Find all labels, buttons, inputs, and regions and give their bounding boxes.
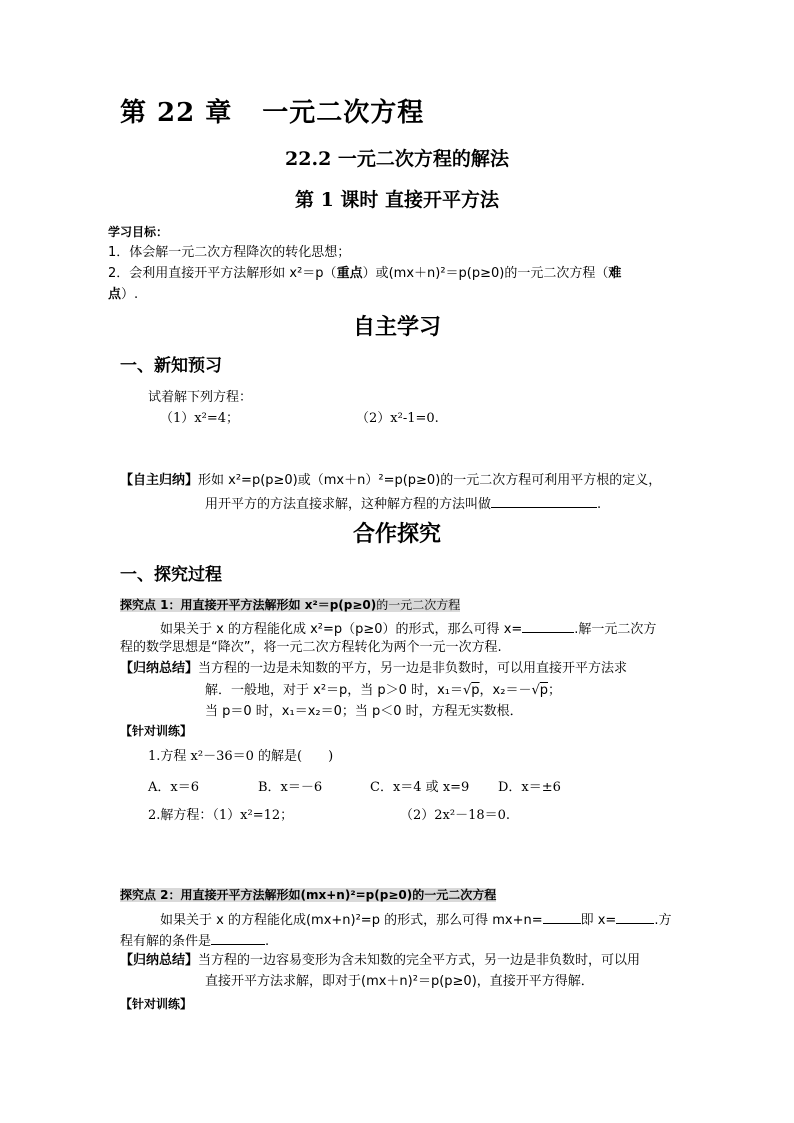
answer-blank[interactable]	[522, 620, 574, 633]
explore-point-2-line2: 程有解的条件是 .	[120, 934, 270, 949]
summary-1-line2: 解．一般地，对于 x²＝p，当 p＞0 时，x₁＝√p，x₂＝－√p；	[205, 683, 562, 698]
answer-blank[interactable]	[543, 911, 581, 924]
explore-point-1-label: 探究点 1：用直接开平方法解形如 x²＝p(p≥0)的一元二次方程	[120, 598, 461, 612]
chapter-title: 一元二次方程	[262, 98, 425, 128]
question-2a: 2.解方程：（1）x²=12；	[148, 808, 294, 823]
answer-blank[interactable]	[491, 495, 597, 508]
choice-d: D．x＝±6	[498, 780, 561, 795]
choice-c: C．x＝4 或 x=9	[370, 780, 470, 795]
self-summary-cont: 用开平方的方法直接求解，这种解方程的方法叫做 .	[205, 497, 602, 512]
objectives-title: 学习目标：	[108, 225, 169, 239]
objective-2: 2．会利用直接开平方法解形如 x²＝p（重点）或(mx＋n)²＝p(p≥0)的一元二次方程（难	[108, 266, 622, 281]
self-study-heading: 自主学习	[352, 315, 441, 340]
summary-1: 【归纳总结】当方程的一边是未知数的平方，另一边是非负数时，可以用直接开平方法求	[120, 661, 628, 676]
explore-point-1-line1: 如果关于 x 的方程能化成 x²=p（p≥0）的形式，那么可得 x= .解一元二次方	[160, 622, 657, 637]
training-1-label: 【针对训练】	[120, 724, 193, 738]
chapter-heading	[120, 98, 424, 129]
answer-blank[interactable]	[211, 932, 265, 945]
training-2-label: 【针对训练】	[120, 997, 193, 1011]
question-2b: （2）2x²－18＝0.	[400, 808, 511, 823]
equation-2: （2）x²-1=0.	[356, 411, 439, 426]
exercise-prompt: 试着解下列方程：	[148, 390, 253, 405]
summary-1-line3: 当 p＝0 时，x₁＝x₂＝0；当 p＜0 时，方程无实数根．	[205, 704, 523, 719]
self-summary: 【自主归纳】形如 x²=p(p≥0)或（mx＋n）²=p(p≥0)的一元二次方程可利用平方根的定义，	[120, 473, 662, 488]
preview-subheading: 一、新知预习	[120, 356, 222, 376]
key-point-tag: 重点	[336, 266, 363, 281]
choice-a: A．x＝6	[148, 780, 199, 795]
difficulty-tag: 难	[608, 266, 622, 281]
section-title: 22.2 一元二次方程的解法	[285, 148, 509, 170]
chapter-number: 第 22 章	[120, 98, 233, 128]
self-summary-label: 【自主归纳】	[120, 473, 199, 488]
exploration-subheading: 一、探究过程	[120, 565, 222, 585]
explore-point-2-line1: 如果关于 x 的方程能化成(mx+n)²=p 的形式，那么可得 mx+n= 即 x= .方	[160, 913, 672, 928]
objective-1: 1．体会解一元二次方程降次的转化思想；	[108, 245, 351, 260]
summary-1-label: 【归纳总结】	[120, 661, 199, 676]
explore-point-1-line2: 程的数学思想是“降次”，将一元二次方程转化为两个一元一次方程.	[120, 640, 502, 655]
choice-b: B．x＝－6	[258, 780, 323, 795]
cooperative-heading: 合作探究	[352, 522, 441, 547]
question-1: 1.方程 x²－36＝0 的解是( )	[148, 749, 334, 764]
summary-2: 【归纳总结】当方程的一边容易变形为含未知数的完全平方式，另一边是非负数时，可以用	[120, 953, 641, 968]
summary-2-line2: 直接开平方法求解，即对于(mx＋n)²＝p(p≥0)，直接开平方得解．	[205, 974, 594, 989]
objective-2-cont: 点）.	[108, 287, 139, 302]
lesson-title: 第 1 课时 直接开平方法	[294, 189, 500, 211]
explore-point-2-label: 探究点 2：用直接开平方法解形如(mx+n)²=p(p≥0)的一元二次方程	[120, 888, 497, 902]
answer-blank[interactable]	[616, 911, 654, 924]
summary-2-label: 【归纳总结】	[120, 953, 199, 968]
equation-1: （1）x²=4；	[160, 411, 239, 426]
